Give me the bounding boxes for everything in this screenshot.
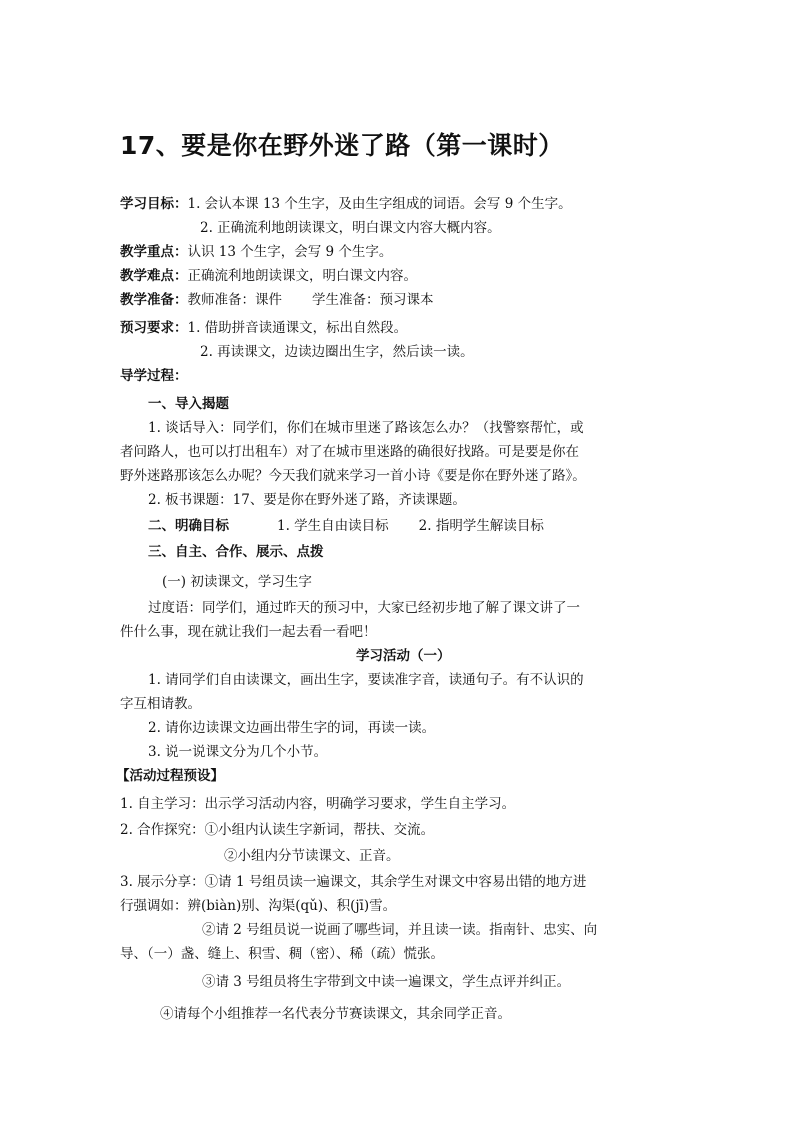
section3-sub1: (一) 初读课文，学习生字: [162, 574, 312, 590]
transition-line-1: 过度语：同学们，通过昨天的预习中，大家已经初步地了解了课文讲了一: [148, 600, 580, 616]
section1-p2: 2. 板书课题：17、要是你在野外迷了路，齐读课题。: [148, 492, 466, 508]
section1-heading: 一、导入揭题: [148, 396, 229, 412]
preset-heading: 【活动过程预设】: [116, 768, 224, 784]
activity-title: 学习活动（一）: [356, 648, 451, 664]
activity-item-1-line1: 1. 请同学们自由读课文，画出生字，要读准字音，读通句子。有不认识的: [148, 672, 584, 688]
section1-p1-line3: 野外迷路那该怎么办呢？今天我们就来学习一首小诗《要是你在野外迷了路》。: [120, 468, 586, 484]
section2-heading: 二、明确目标: [148, 518, 229, 534]
objectives-row-1: [120, 194, 572, 214]
page-title: 17、要是你在野外迷了路（第一课时）: [120, 131, 564, 160]
preview-item-1: 1. 借助拼音读通课文，标出自然段。: [187, 320, 408, 336]
preview-row-1: [120, 318, 407, 338]
preset-p4-line1: ②请 2 号组员说一说画了哪些词，并且读一读。指南针、忠实、向: [202, 922, 598, 938]
objective-item-2: 2. 正确流利地朗读课文，明白课文内容大概内容。: [200, 220, 501, 236]
preset-p2b: ②小组内分节读课文、正音。: [224, 848, 400, 864]
preparation-teacher: 教师准备：课件: [187, 292, 282, 308]
key-points-row: [120, 242, 392, 262]
preset-p1: 1. 自主学习：出示学习活动内容，明确学习要求，学生自主学习。: [120, 796, 516, 812]
activity-item-3: 3. 说一说课文分为几个小节。: [148, 744, 328, 760]
section2-item-2: 2. 指明学生解读目标: [418, 518, 544, 534]
preparation-student: 学生准备：预习课本: [312, 292, 434, 308]
transition-line-2: 件什么事，现在就让我们一起去看一看吧！: [120, 624, 377, 640]
difficulties-row: [120, 266, 417, 286]
preview-label: 预习要求：: [120, 320, 188, 336]
preset-p4-line2: 导、（一）盏、缝上、积雪、稠（密）、稀（疏）慌张。: [120, 946, 444, 962]
preset-p6: ④请每个小组推荐一名代表分节赛读课文，其余同学正音。: [160, 1006, 511, 1022]
key-points-text: 认识 13 个生字，会写 9 个生字。: [187, 244, 393, 260]
process-label: 导学过程：: [120, 368, 188, 384]
objective-item-1: 1. 会认本课 13 个生字，及由生字组成的词语。会写 9 个生字。: [187, 196, 572, 212]
preparation-label: 教学准备：: [120, 292, 188, 308]
activity-item-2: 2. 请你边读课文边画出带生字的词，再读一读。: [148, 720, 436, 736]
section3-heading: 三、自主、合作、展示、点拨: [148, 544, 324, 560]
key-points-label: 教学重点：: [120, 244, 188, 260]
objectives-label: 学习目标：: [120, 196, 188, 212]
difficulties-label: 教学难点：: [120, 268, 188, 284]
preview-item-2: 2. 再读课文，边读边圈出生字，然后读一读。: [200, 344, 474, 360]
preparation-row: [120, 290, 434, 310]
preset-p2: 2. 合作探究：①小组内认读生字新词，帮扶、交流。: [120, 822, 435, 838]
preset-p3-line1: 3. 展示分享：①请 1 号组员读一遍课文，其余学生对课文中容易出错的地方进: [120, 874, 587, 890]
section2-row: [148, 516, 544, 536]
section1-p1-line1: 1. 谈话导入：同学们，你们在城市里迷了路该怎么办？（找警察帮忙，或: [148, 420, 584, 436]
preset-p5: ③请 3 号组员将生字带到文中读一遍课文，学生点评并纠正。: [202, 974, 571, 990]
preset-p3-line2: 行强调如：辨(biàn)别、沟渠(qǔ)、积(jī)雪。: [120, 898, 397, 914]
difficulties-text: 正确流利地朗读课文，明白课文内容。: [187, 268, 417, 284]
section1-p1-line2: 者问路人，也可以打出租车）对了在城市里迷路的确很好找路。可是要是你在: [120, 444, 579, 460]
section2-item-1: 1. 学生自由读目标: [277, 518, 389, 534]
activity-item-1-line2: 字互相请教。: [120, 696, 201, 712]
